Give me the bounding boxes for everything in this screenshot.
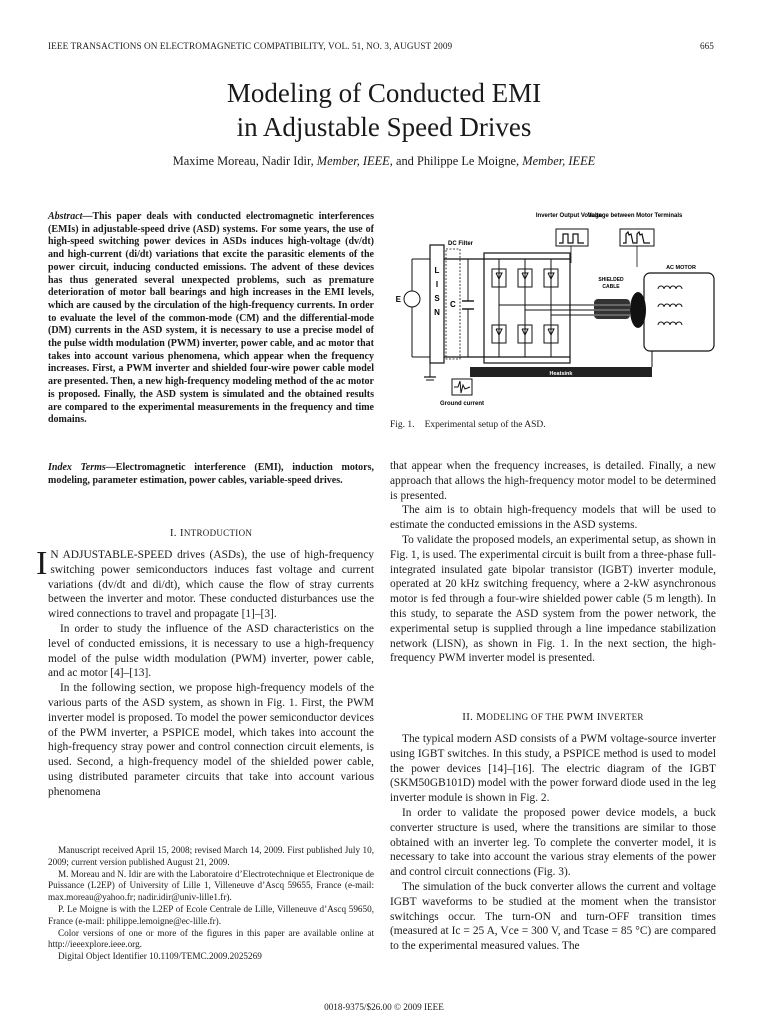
index-terms-label: Index Terms <box>48 462 106 473</box>
footnote-received: Manuscript received April 15, 2008; revised March 14, 2009. First published July 10, 2009; current version published August 21, 2009. <box>48 845 374 867</box>
abstract-label: Abstract <box>48 211 83 222</box>
intro-paragraph-1-text: N ADJUSTABLE-SPEED drives (ASDs), the use of high-frequency switching power semiconductors induces fast voltage and current variations (dv/dt and di/dt), which cause the flow of stray currents between the inverter and motor. These conducted disturbances use the wired connections to travel and propagate [1]–[3]. <box>48 549 374 621</box>
section-2-number: II. <box>462 711 474 723</box>
voltage-source-icon <box>404 291 420 307</box>
lisn-letter-i: I <box>435 280 439 289</box>
abstract-text: —This paper deals with conducted electromagnetic interferences (EMIs) in adjustable-speed drive (ASD) systems. For some years, the use of high-speed switching power devices in ASDs induces high-voltage (dv/dt) and high-current (di/dt) variations that excite the parasitic elements of the power circuit, inducing conducted emissions. The advent of these devices has thus generated several unexpected problems, such as premature deterioration of motor ball bearings and high increases in the EMI levels, which are caused by the circulation of the high-frequency currents. In order to evaluate the level of the common-mode (CM) and the differential-mode (DM) currents in the ASD system, it is necessary to use a precise model of the pulse width modulation (PWM) inverter, power cable, and ac motor that takes into account various phenomena, which appear when the frequency increases. First, a PWM inverter and shielded four-wire power cable model are presented. Then, a new high-frequency modeling method of the ac motor is proposed. Finally, the ASD system is simulated and the obtained results are compared to the experimental measurements in the frequency and time domains. <box>48 211 374 426</box>
index-terms-text: —Electromagnetic interference (EMI), induction motors, modeling, parameter estimation, power cables, variable-speed drives. <box>48 462 374 486</box>
source-label: E <box>395 295 401 304</box>
author-names-2: and Philippe Le Moigne, <box>395 154 520 168</box>
index-terms <box>48 462 374 487</box>
section-2-heading-pwm: PWM I <box>566 711 601 723</box>
drop-cap: I <box>36 545 48 582</box>
lisn-letter-n: N <box>434 308 440 317</box>
lisn-letter-l: L <box>434 266 440 275</box>
section-2-paragraph-1: The typical modern ASD consists of a PWM voltage-source inverter using IGBT switches. In this study, a PSPICE method is used to model the power devices [14]–[16]. The electric diagram of the IGBT (SKM50GB101D) model with the power forward diode used in the leg inverter module is shown in Fig. 2. <box>390 733 716 805</box>
right-paragraph-2: The aim is to obtain high-frequency models that will be used to estimate the conducted emissions in the ASD systems. <box>390 504 716 532</box>
right-column-body <box>390 459 716 666</box>
motor-shaft-end <box>630 292 646 328</box>
right-paragraph-3: To validate the proposed models, an experimental setup, as shown in Fig. 1, is used. The experimental circuit is built from a three-phase full-integrated insulated gate bipolar transistor (IGBT) inverter module, operated at 20 kHz switching frequency, where a 2-kW asynchronous motor is fed through a four-wire shielded power cable (5 m length). In this study, to separate the ASD system from the power network, the experimental setup is supplied through a line impedance stabilization network (LISN), as shown in Fig. 1. In the next section, the high-frequency PWM inverter model is presented. <box>390 533 716 665</box>
footnotes <box>48 845 374 963</box>
section-2-heading-part-2: NVERTER <box>600 712 644 722</box>
journal-header: IEEE TRANSACTIONS ON ELECTROMAGNETIC COMPATIBILITY, VOL. 51, NO. 3, AUGUST 2009 <box>48 41 453 51</box>
inverter-waveform <box>559 234 584 243</box>
section-number: I. <box>169 527 177 539</box>
section-2-heading-part-1: ODELING OF THE <box>486 712 567 722</box>
author-role-2: Member, IEEE <box>522 154 596 168</box>
paper-title <box>0 76 768 144</box>
motor-terminal-voltage-label: Voltage between Motor Terminals <box>587 213 683 219</box>
figure-caption-text: Experimental setup of the ASD. <box>424 420 546 430</box>
igbt-switches <box>492 259 558 357</box>
inverter-output-voltage-label: Inverter Output Voltage <box>535 213 603 219</box>
title-line-2: in Adjustable Speed Drives <box>236 112 532 142</box>
ground-current-waveform <box>454 381 470 393</box>
ground-current-label: Ground current <box>439 401 485 407</box>
right-paragraph-1: that appear when the frequency increases, is detailed. Finally, a new approach that allows the high-frequency motor model to be determined is presented. <box>390 460 716 502</box>
section-heading-initial: I <box>179 527 184 539</box>
section-2-paragraph-2: In order to validate the proposed power device models, a buck converter structure is used, where the transitions are similar to those obtained with an inverter leg. To complete the converter model, it is necessary to take into account the various stray elements of the power and control circuit connections (Fig. 3). <box>390 806 716 879</box>
page-number: 665 <box>700 41 714 51</box>
section-2-paragraph-3: The simulation of the buck converter allows the current and voltage IGBT waveforms to be studied at the moment when the transistor switchings occur. The turn-ON and turn-OFF transition times (measured at Ic = 25 A, Vce = 300 V, and Tcase = 85 °C) are compared to the experimental measured values. The <box>390 880 716 953</box>
intro-paragraph-3: In the following section, we propose high-frequency models of the various parts of the ASD system, as shown in Fig. 1. First, the PWM inverter model is proposed. To model the power semiconductor devices of the PWM inverter, a PSPICE model, which takes into account the high-frequency stray power and control connection circuit elements, is used. Second, a high-frequency model of the shielded power cable, using distributed parameter circuits that take into account various phenomena <box>48 682 374 798</box>
section-heading-pwm-inverter <box>390 711 716 723</box>
section-heading-introduction <box>48 527 374 539</box>
author-role-1: Member, IEEE, <box>316 154 393 168</box>
title-line-1: Modeling of Conducted EMI <box>226 78 542 108</box>
introduction-body <box>36 545 374 800</box>
figure-label: Fig. 1. <box>390 420 415 430</box>
footnote-doi: Digital Object Identifier 10.1109/TEMC.2009.2025269 <box>58 951 262 962</box>
section-2-initial: M <box>476 711 487 723</box>
capacitor-label: C <box>450 300 456 309</box>
intro-paragraph-2: In order to study the influence of the ASD characteristics on the level of conducted emissions, it is necessary to use a high-frequency model of the pulse width modulation (PWM) inverter, power cable, and ac motor [4]–[13]. <box>48 622 374 680</box>
lisn-letter-s: S <box>434 294 440 303</box>
footnote-affiliation-1: M. Moreau and N. Idir are with the Laboratoire d’Electrotechnique et Electronique de Puissance (L2EP) of University of Lille 1, Villeneuve d’Ascq 59655, France (e-mail: max.moreau@yahoo.fr; nadir.idir@univ-lille1.fr). <box>48 868 374 903</box>
motor-waveform <box>623 232 650 243</box>
dc-filter-label: DC Filter <box>448 241 474 247</box>
figure-1-caption <box>390 420 546 430</box>
lisn-box <box>430 245 444 363</box>
shielded-cable-label-1: SHIELDED <box>598 277 624 283</box>
copyright-footer: 0018-9375/$26.00 © 2009 IEEE <box>324 1002 444 1012</box>
heatsink-label: Heatsink <box>549 371 573 377</box>
author-names-1: Maxime Moreau, Nadir Idir, <box>172 154 314 168</box>
abstract <box>48 211 374 427</box>
figure-1-diagram <box>388 207 718 412</box>
footnote-color: Color versions of one or more of the figures in this paper are available online at http://ieeexplore.ieee.org. <box>48 927 374 950</box>
ac-motor <box>644 273 714 351</box>
motor-windings <box>658 286 682 325</box>
shielded-cable-label-2: CABLE <box>602 284 620 290</box>
footnote-affiliation-2: P. Le Moigne is with the L2EP of Ecole Centrale de Lille, Villeneuve d’Ascq 59650, France (e-mail: philippe.lemoigne@ec-lille.fr). <box>48 903 374 926</box>
author-line <box>0 154 768 169</box>
ac-motor-label: AC MOTOR <box>666 265 696 271</box>
intro-paragraph-1 <box>36 545 374 622</box>
section-2-body <box>390 732 716 954</box>
section-heading-rest: NTRODUCTION <box>183 528 253 538</box>
shielded-cable <box>594 299 630 319</box>
